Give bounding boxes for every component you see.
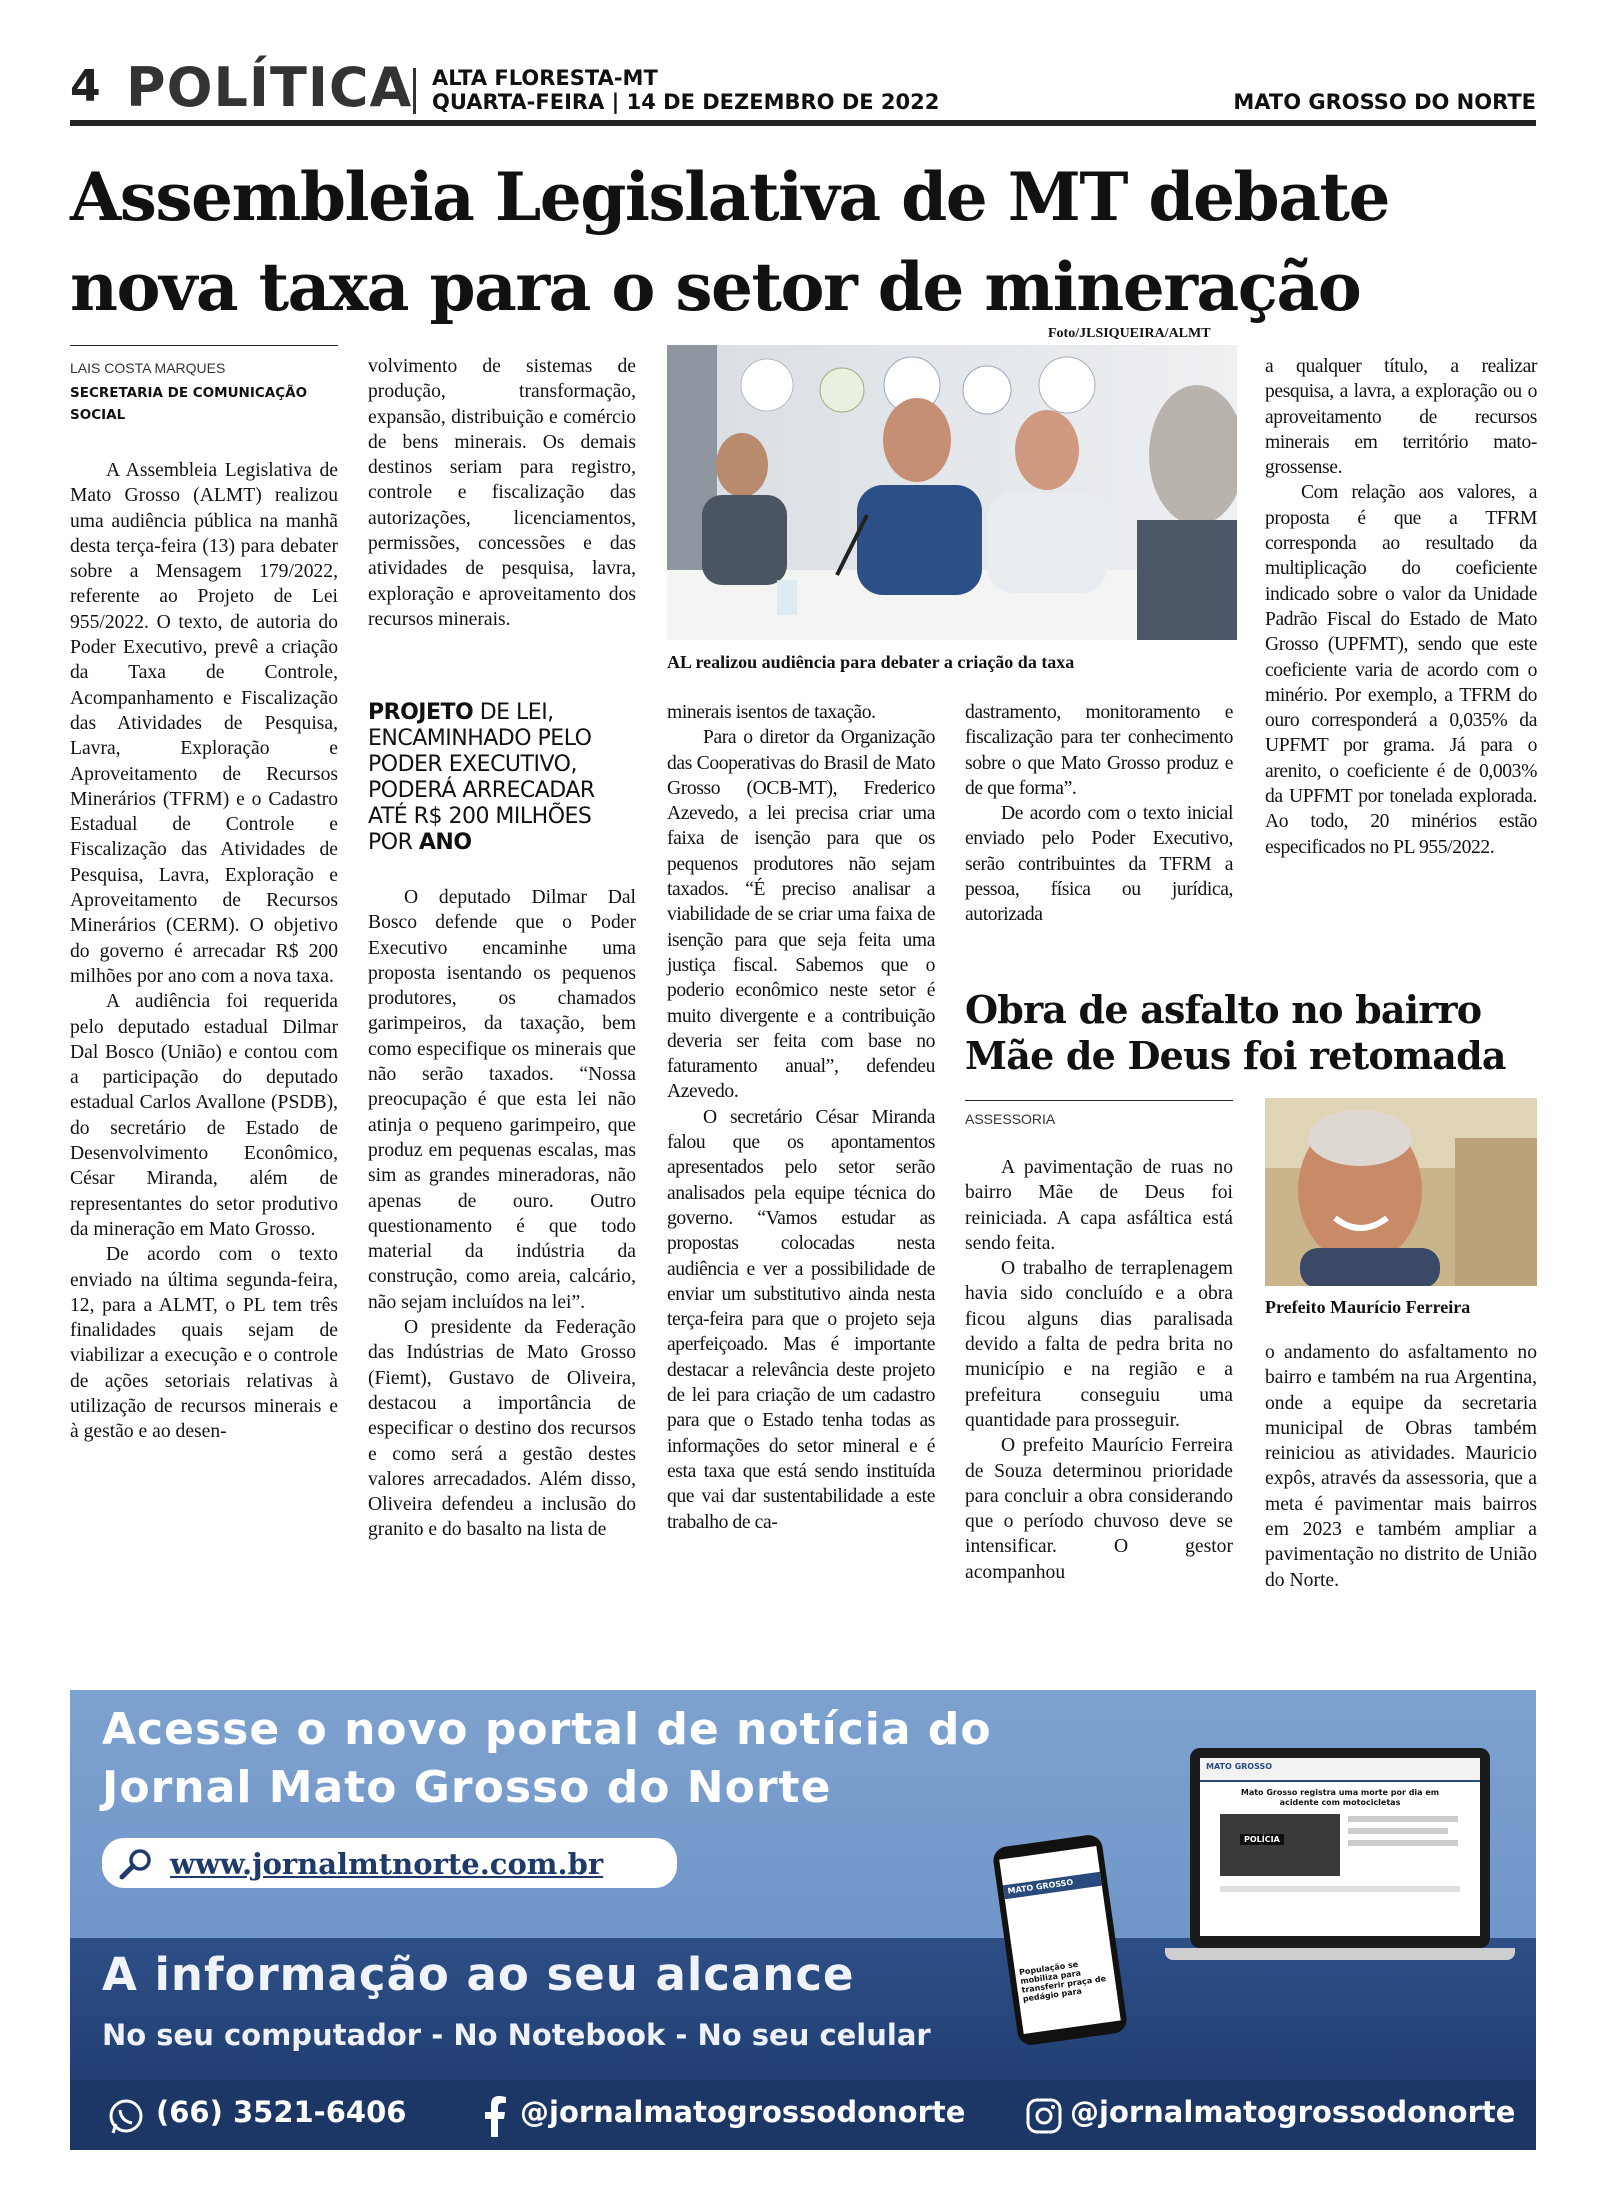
search-icon <box>118 1848 154 1880</box>
laptop-site-text-line <box>1348 1828 1448 1834</box>
byline-rule <box>965 1100 1233 1101</box>
portal-advertisement <box>70 1690 1536 2150</box>
main-story-column-3 <box>667 700 935 1535</box>
laptop-site-text-line <box>1220 1886 1460 1892</box>
paragraph: a qualquer título, a realizar pesquisa, a lavra, a exploração ou o aproveitamento de recursos minerais em território mato-grossense. <box>1265 356 1537 479</box>
phone-screen <box>999 1846 1121 2034</box>
facebook-icon <box>480 2095 510 2137</box>
pull-quote-text: DE LEI, ENCAMINHADO PELO PODER EXECUTIVO, PODERÁ ARRECADAR ATÉ R$ 200 MILHÕES POR <box>368 700 595 855</box>
laptop-site-photo <box>1220 1814 1340 1876</box>
header-divider <box>413 68 416 114</box>
ad-url-link[interactable]: www.jornalmtnorte.com.br <box>170 1847 604 1881</box>
laptop-site-text-line <box>1348 1816 1458 1822</box>
header-date: QUARTA-FEIRA | 14 DE DEZEMBRO DE 2022 <box>432 90 940 114</box>
instagram-icon <box>1025 2097 1063 2135</box>
laptop-site-logo: MATO GROSSO <box>1206 1762 1273 1771</box>
paragraph: De acordo com o texto enviado na última segunda-feira, 12, para a ALMT, o PL tem três finalidades quais sejam de viabilizar a execução e o controle de ações setoriais relativas à utilização de recursos minerais e à gestão e ao desen- <box>70 1244 338 1443</box>
paragraph: O trabalho de terraplenagem havia sido concluído e a obra ficou alguns dias paralisada devido a falta de pedra brita no município e na região e a prefeitura conseguiu uma quantidade para prosseguir. <box>965 1258 1233 1431</box>
header-rule <box>70 120 1536 126</box>
laptop-base <box>1165 1948 1515 1960</box>
ad-facebook-handle: @jornalmatogrossodonorte <box>520 2095 966 2129</box>
paragraph: O presidente da Federação das Indústrias de Mato Grosso (Fiemt), Gustavo de Oliveira, destacou a importância de especificar o destino dos recursos e como será a gestão destes valores arrecadados. Além disso, Oliveira defendeu a inclusão do granito e do basalto na lista de <box>368 1317 636 1541</box>
section-title: POLÍTICA <box>126 56 413 119</box>
paragraph: O deputado Dilmar Dal Bosco defende que o Poder Executivo encaminhe uma proposta isentando os pequenos produtores, os chamados garimpeiros, da taxação, bem como especifique os minerais que não serão taxados. “Nossa preocupação é que esta lei não atinja o pequeno garimpeiro, que produz em pequenas escalas, mas sim as grandes mineradoras, não apenas de ouro. Outro questionamento é que todo material da indústria da construção, como areia, calcário, não sejam incluídos na lei”. <box>368 887 636 1313</box>
paragraph: O secretário César Miranda falou que os apontamentos apresentados pelo setor serão analisados pela equipe técnica do governo. “Vamos estudar as propostas colocadas nesta audiência e ver a possibilidade de enviar um substitutivo ainda nesta terça-feira para que o projeto seja aperfeiçoado. Mas é importante destacar a relevância deste projeto de lei para criação de um cadastro para que o Estado tenha todas as informações do setor mineral e é esta taxa que está sendo instituída que vai dar sustentabilidade a este trabalho de ca- <box>667 1106 935 1533</box>
pull-quote-lead: PROJETO <box>368 700 474 725</box>
ad-title-line-2: Jornal Mato Grosso do Norte <box>102 1762 832 1813</box>
paragraph: Com relação aos valores, a proposta é que a TFRM corresponda ao resultado da multiplicação do coeficiente indicado sobre o valor da Unidade Padrão Fiscal do Estado de Mato Grosso (UPFMT), sendo que este coeficiente varia de acordo com o minério. Por exemplo, a TFRM do ouro corresponderá a 0,035% da UPFMT por grama. Já para o arenito, o coeficiente é de 0,003% da UPFMT por tonelada explorada. Ao todo, 20 minérios estão especificados no PL 955/2022. <box>1265 482 1537 858</box>
header-city: ALTA FLORESTA-MT <box>432 66 658 90</box>
ad-phone-number: (66) 3521-6406 <box>156 2095 407 2129</box>
main-story-column-1 <box>70 458 338 1638</box>
paragraph: A pavimentação de ruas no bairro Mãe de Deus foi reiniciada. A capa asfáltica está sendo feita. <box>965 1157 1233 1254</box>
laptop-screen <box>1200 1758 1480 1936</box>
paragraph: Para o diretor da Organização das Cooperativas do Brasil de Mato Grosso (OCB-MT), Frederico Azevedo, a lei precisa criar uma faixa de isenção para que os pequenos produtores não sejam taxados. “É preciso analisar a viabilidade de se criar uma faixa de isenção para que seja feita uma justiça fiscal. Sabemos que o poderio econômico neste setor é muito divergente e a contribuição deveria ser feita com base no faturamento anual”, defendeu Azevedo. <box>667 727 935 1103</box>
main-story-column-5 <box>1265 354 1537 860</box>
ad-instagram-handle: @jornalmatogrossodonorte <box>1070 2095 1516 2129</box>
photo-credit: Foto/JLSIQUEIRA/ALMT <box>1048 326 1211 341</box>
laptop-site-badge: POLÍCIA <box>1240 1834 1284 1845</box>
main-story-column-4 <box>965 700 1233 928</box>
laptop-site-headline: Mato Grosso registra uma morte por dia em acidente com motocicletas <box>1240 1788 1440 1807</box>
main-headline: Assembleia Legislativa de MT debate nova taxa para o setor de mineração <box>70 158 1389 326</box>
mayor-photo <box>1265 1098 1537 1286</box>
mayor-photo-image <box>1265 1098 1537 1286</box>
byline-rule <box>70 345 338 346</box>
byline-author: ASSESSORIA <box>965 1111 1056 1127</box>
paragraph: A Assembleia Legislativa de Mato Grosso (ALMT) realizou uma audiência pública na manhã desta terça-feira (13) para debater sobre a Mensagem 179/2022, referente ao Projeto de Lei 955/2022. O texto, de autoria do Poder Executivo, prevê a criação da Taxa de Controle, Acompanhamento e Fiscalização das Atividades de Pesquisa, Lavra, Exploração e Aproveitamento de Recursos Minerários (TFRM) e o Cadastro Estadual de Controle e Fiscalização das Atividades de Pesquisa, Lavra, Exploração e Aproveitamento de Recursos Minerários (CERM). O objetivo do governo é arrecadar R$ 200 milhões por ano com a nova taxa. <box>70 460 338 987</box>
second-story-column-1 <box>965 1155 1233 1585</box>
paragraph: volvimento de sistemas de produção, transformação, expansão, distribuição e comércio de bens minerais. Os demais destinos seriam para registro, controle e fiscalização das autorizações, licenciamentos, permissões, concessões e das atividades de pesquisa, lavra, exploração e aproveitamento dos recursos minerais. <box>368 356 636 630</box>
ad-subline: No seu computador - No Notebook - No seu celular <box>102 2018 931 2052</box>
paragraph: o andamento do asfaltamento no bairro e também na rua Argentina, onde a equipe da secretaria municipal de Obras também reiniciou as atividades. Mauricio expôs, através da assessoria, que a meta é pavimentar mais bairros em 2023 e também ampliar a pavimentação no distrito de União do Norte. <box>1265 1342 1537 1591</box>
laptop-mockup <box>1190 1748 1490 1948</box>
photo-caption: Prefeito Maurício Ferreira <box>1265 1297 1471 1317</box>
pull-quote <box>368 700 636 856</box>
paragraph: De acordo com o texto inicial enviado pelo Poder Executivo, serão contribuintes da TFRM a pessoa, física ou jurídica, autorizada <box>965 803 1233 926</box>
byline-organization: SECRETARIA DE COMUNICAÇÃO SOCIAL <box>70 385 308 423</box>
photo-caption: AL realizou audiência para debater a criação da taxa <box>667 652 1075 672</box>
main-story-column-2-bottom <box>368 885 636 1543</box>
pull-quote-end: ANO <box>418 830 472 855</box>
paragraph: dastramento, monitoramento e fiscalização para ter conhecimento sobre o que Mato Grosso produz e de que forma”. <box>965 702 1233 799</box>
byline-author: LAIS COSTA MARQUES <box>70 360 226 376</box>
ad-title-line-1: Acesse o novo portal de notícia do <box>102 1704 992 1755</box>
whatsapp-icon <box>106 2097 146 2137</box>
paragraph: O prefeito Maurício Ferreira de Souza determinou prioridade para concluir a obra considerando que o período chuvoso deve se intensificar. O gestor acompanhou <box>965 1435 1233 1583</box>
ad-tagline: A informação ao seu alcance <box>102 1948 855 2001</box>
page-number: 4 <box>70 61 101 112</box>
paragraph: A audiência foi requerida pelo deputado estadual Dilmar Dal Bosco (União) e contou com a participação do deputado estadual Carlos Avallone (PSDB), do secretário de Estado de Desenvolvimento Econômico, César Miranda, além de representantes do setor produtivo da mineração em Mato Grosso. <box>70 991 338 1240</box>
second-headline: Obra de asfalto no bairro Mãe de Deus foi retomada <box>965 987 1506 1078</box>
main-story-column-2-top <box>368 354 636 632</box>
paragraph: minerais isentos de taxação. <box>667 702 876 723</box>
newspaper-name: MATO GROSSO DO NORTE <box>1233 90 1536 114</box>
laptop-site-text-line <box>1348 1840 1458 1846</box>
audience-photo-image <box>667 345 1237 640</box>
audience-photo <box>667 345 1237 640</box>
phone-site-headline: População se mobiliza para transferir praça de pedágio para <box>1018 1959 1107 2004</box>
phone-site-logo: MATO GROSSO <box>1007 1877 1074 1896</box>
second-story-column-2 <box>1265 1340 1537 1593</box>
